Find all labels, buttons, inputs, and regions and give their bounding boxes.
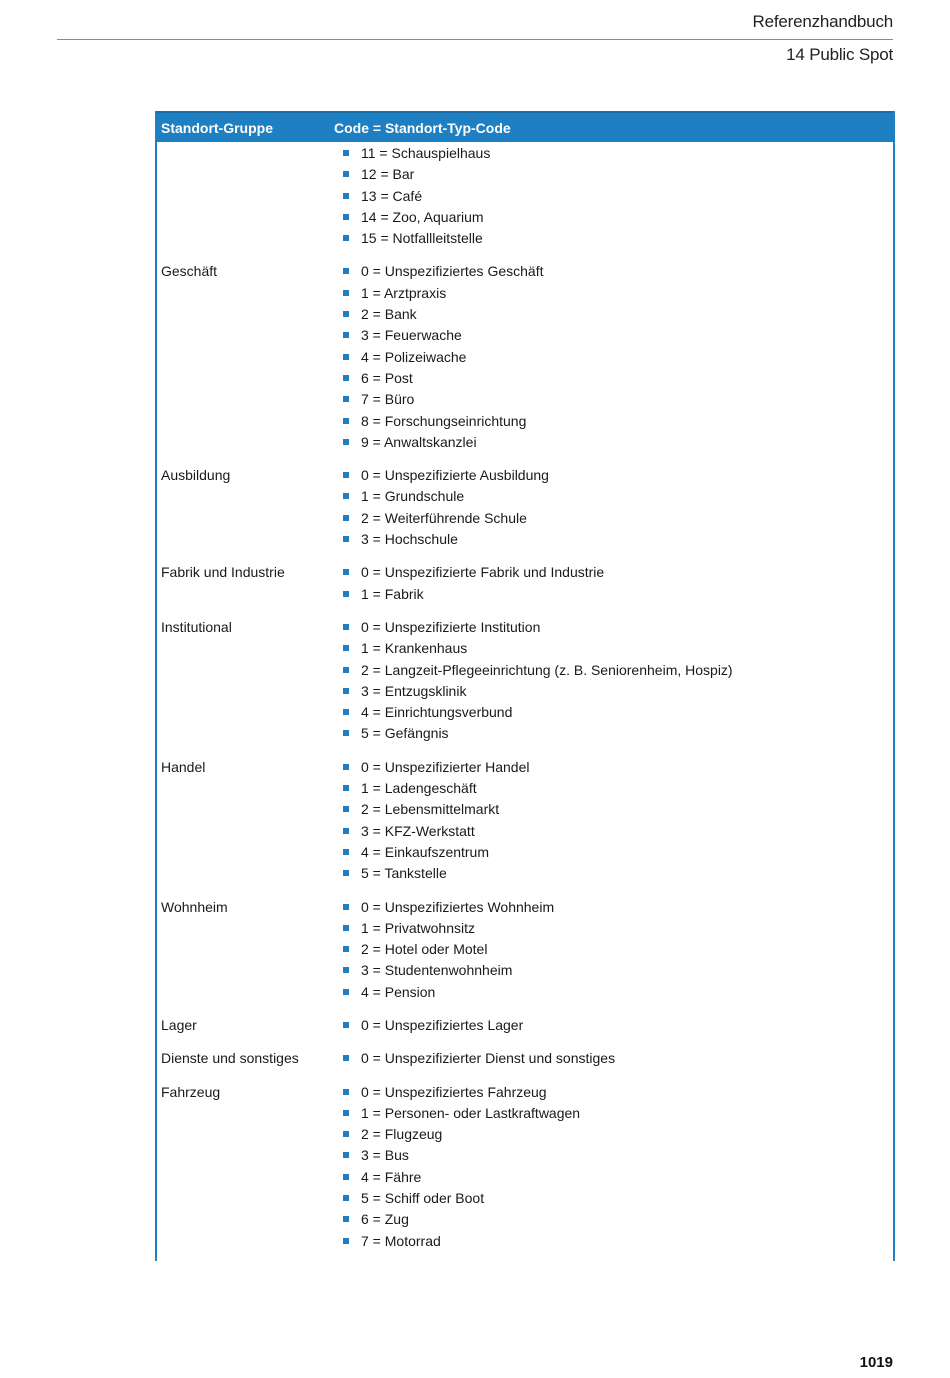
code-list-item-text: 6 = Zug [361, 1211, 409, 1228]
code-list-item-text: 9 = Anwaltskanzlei [361, 433, 477, 450]
table-row [161, 1015, 889, 1036]
code-list [338, 1048, 889, 1069]
code-list-item-text: 11 = Schauspielhaus [361, 145, 491, 161]
square-bullet-icon [343, 645, 349, 651]
code-list-item [338, 982, 889, 1003]
square-bullet-icon [343, 171, 349, 177]
code-list-item [338, 1082, 889, 1103]
code-list-item [338, 432, 889, 453]
code-list-item [338, 1188, 889, 1209]
code-list-item-text: 13 = Café [361, 187, 423, 204]
column-header-group: Standort-Gruppe [161, 119, 273, 136]
code-list-item-text: 1 = Privatwohnsitz [361, 919, 475, 936]
code-list-item [338, 389, 889, 410]
code-list-item [338, 617, 889, 638]
square-bullet-icon [343, 439, 349, 445]
square-bullet-icon [343, 1055, 349, 1061]
code-list-item [338, 939, 889, 960]
code-list-item-text: 4 = Fähre [361, 1168, 422, 1185]
code-list-item [338, 143, 889, 164]
square-bullet-icon [343, 214, 349, 220]
table-row [161, 1082, 889, 1252]
code-list-item [338, 960, 889, 981]
square-bullet-icon [343, 946, 349, 952]
square-bullet-icon [343, 515, 349, 521]
square-bullet-icon [343, 569, 349, 575]
code-list [338, 757, 889, 885]
code-list-item-text: 4 = Einrichtungsverbund [361, 704, 513, 721]
square-bullet-icon [343, 989, 349, 995]
location-group-label: Lager [161, 1016, 197, 1033]
code-list-item-text: 0 = Unspezifizierte Fabrik und Industrie [361, 564, 605, 581]
table-row [161, 143, 889, 249]
code-list-item-text: 12 = Bar [361, 166, 415, 183]
square-bullet-icon [343, 150, 349, 156]
square-bullet-icon [343, 311, 349, 317]
code-list-item [338, 702, 889, 723]
chapter-title: 14 Public Spot [786, 45, 893, 64]
code-list-item-text: 5 = Tankstelle [361, 865, 447, 882]
code-list-item [338, 228, 889, 249]
square-bullet-icon [343, 785, 349, 791]
code-list-item [338, 261, 889, 282]
code-list-item-text: 2 = Bank [361, 306, 417, 323]
code-list-item-text: 7 = Büro [361, 391, 415, 408]
document-title: Referenzhandbuch [752, 12, 893, 31]
code-list-item [338, 799, 889, 820]
code-list-item-text: 2 = Hotel oder Motel [361, 941, 488, 958]
code-list-item-text: 0 = Unspezifizierter Handel [361, 758, 530, 775]
code-list-item-text: 0 = Unspezifiziertes Fahrzeug [361, 1083, 547, 1100]
square-bullet-icon [343, 624, 349, 630]
code-list-item [338, 486, 889, 507]
location-group-label: Wohnheim [161, 898, 228, 915]
location-group-label: Geschäft [161, 263, 218, 280]
code-list-item [338, 465, 889, 486]
table-row [161, 757, 889, 885]
code-list-item [338, 164, 889, 185]
code-list-item [338, 1015, 889, 1036]
code-list-item-text: 1 = Arztpraxis [361, 284, 447, 301]
header-divider [57, 39, 893, 40]
code-list-item-text: 3 = Hochschule [361, 531, 458, 548]
code-list-item [338, 584, 889, 605]
code-list-item [338, 1167, 889, 1188]
code-list-item [338, 638, 889, 659]
square-bullet-icon [343, 493, 349, 499]
code-list-item-text: 4 = Pension [361, 983, 436, 1000]
code-list-item [338, 897, 889, 918]
code-list-item-text: 0 = Unspezifizierte Ausbildung [361, 467, 549, 484]
code-list-item-text: 3 = Studentenwohnheim [361, 962, 513, 979]
code-list-item-text: 1 = Grundschule [361, 488, 465, 505]
square-bullet-icon [343, 1089, 349, 1095]
square-bullet-icon [343, 1174, 349, 1180]
square-bullet-icon [343, 290, 349, 296]
square-bullet-icon [343, 1152, 349, 1158]
code-list [338, 562, 889, 605]
square-bullet-icon [343, 1238, 349, 1244]
code-list-item [338, 821, 889, 842]
code-list-item-text: 3 = Feuerwache [361, 327, 462, 344]
code-list-item-text: 7 = Motorrad [361, 1232, 441, 1249]
square-bullet-icon [343, 730, 349, 736]
square-bullet-icon [343, 193, 349, 199]
code-list [338, 1015, 889, 1036]
code-list-item [338, 508, 889, 529]
code-list-item-text: 1 = Krankenhaus [361, 640, 468, 657]
code-list-item [338, 1048, 889, 1069]
code-list-item [338, 347, 889, 368]
code-list-item-text: 1 = Personen- oder Lastkraftwagen [361, 1104, 581, 1121]
code-list-item-text: 3 = KFZ-Werkstatt [361, 822, 475, 839]
code-list-item-text: 3 = Bus [361, 1147, 409, 1164]
table-header-row [157, 111, 893, 142]
table-row [161, 465, 889, 550]
table-row [161, 562, 889, 605]
square-bullet-icon [343, 828, 349, 834]
code-list-item [338, 304, 889, 325]
code-list [338, 617, 889, 745]
column-header-code: Code = Standort-Typ-Code [334, 119, 511, 136]
location-group-label: Dienste und sonstiges [161, 1050, 299, 1067]
code-list-item [338, 1124, 889, 1145]
code-list-item [338, 863, 889, 884]
code-list-item-text: 0 = Unspezifiziertes Wohnheim [361, 898, 555, 915]
code-list-item-text: 2 = Langzeit-Pflegeeinrichtung (z. B. Seniorenheim, Hospiz) [361, 661, 733, 678]
code-list [338, 465, 889, 550]
square-bullet-icon [343, 418, 349, 424]
table-row [161, 617, 889, 745]
code-list-item-text: 0 = Unspezifizierter Dienst und sonstiges [361, 1050, 616, 1067]
square-bullet-icon [343, 1110, 349, 1116]
code-list-item-text: 2 = Flugzeug [361, 1126, 443, 1143]
square-bullet-icon [343, 332, 349, 338]
square-bullet-icon [343, 375, 349, 381]
square-bullet-icon [343, 709, 349, 715]
square-bullet-icon [343, 235, 349, 241]
square-bullet-icon [343, 764, 349, 770]
code-list-item [338, 681, 889, 702]
code-list-item [338, 723, 889, 744]
square-bullet-icon [343, 1195, 349, 1201]
square-bullet-icon [343, 268, 349, 274]
code-list-item-text: 0 = Unspezifizierte Institution [361, 618, 541, 635]
code-list-item-text: 2 = Weiterführende Schule [361, 509, 527, 526]
code-list-item [338, 283, 889, 304]
square-bullet-icon [343, 849, 349, 855]
square-bullet-icon [343, 591, 349, 597]
square-bullet-icon [343, 1022, 349, 1028]
square-bullet-icon [343, 1216, 349, 1222]
square-bullet-icon [343, 925, 349, 931]
square-bullet-icon [343, 536, 349, 542]
code-list-item-text: 2 = Lebensmittelmarkt [361, 801, 500, 818]
code-list [338, 1082, 889, 1252]
code-list-item [338, 1231, 889, 1252]
code-list-item-text: 1 = Fabrik [361, 585, 424, 602]
code-list-item-text: 4 = Einkaufszentrum [361, 843, 490, 860]
square-bullet-icon [343, 967, 349, 973]
page-number: 1019 [859, 1354, 893, 1371]
code-list-item [338, 562, 889, 583]
table-row [161, 261, 889, 453]
code-list-item [338, 1209, 889, 1230]
code-list-item [338, 207, 889, 228]
code-list-item-text: 0 = Unspezifiziertes Lager [361, 1016, 524, 1033]
code-list-item-text: 4 = Polizeiwache [361, 348, 467, 365]
code-list-item [338, 325, 889, 346]
code-list-item-text: 14 = Zoo, Aquarium [361, 208, 484, 225]
code-list-item-text: 1 = Ladengeschäft [361, 780, 477, 797]
table-row [161, 1048, 889, 1069]
location-group-label: Institutional [161, 618, 232, 635]
code-list-item [338, 918, 889, 939]
code-list-item-text: 5 = Schiff oder Boot [361, 1190, 485, 1207]
square-bullet-icon [343, 806, 349, 812]
square-bullet-icon [343, 396, 349, 402]
code-list-item [338, 1145, 889, 1166]
code-list-item [338, 842, 889, 863]
code-list [338, 261, 889, 453]
code-list-item [338, 529, 889, 550]
square-bullet-icon [343, 667, 349, 673]
square-bullet-icon [343, 904, 349, 910]
code-list-item [338, 757, 889, 778]
square-bullet-icon [343, 472, 349, 478]
code-list-item [338, 778, 889, 799]
square-bullet-icon [343, 1131, 349, 1137]
code-list-item-text: 3 = Entzugsklinik [361, 682, 467, 699]
table-row [161, 897, 889, 1003]
code-list-item-text: 15 = Notfallleitstelle [361, 230, 483, 247]
code-list-item [338, 660, 889, 681]
location-group-label: Fabrik und Industrie [161, 564, 285, 581]
square-bullet-icon [343, 354, 349, 360]
location-group-label [161, 143, 338, 249]
square-bullet-icon [343, 870, 349, 876]
code-list-item-text: 5 = Gefängnis [361, 725, 449, 742]
location-group-label: Fahrzeug [161, 1083, 221, 1100]
square-bullet-icon [343, 688, 349, 694]
code-list [338, 897, 889, 1003]
code-list-item [338, 411, 889, 432]
location-group-label: Ausbildung [161, 467, 231, 484]
table-body [161, 143, 889, 1264]
code-list-item [338, 1103, 889, 1124]
location-code-table [155, 111, 895, 1261]
code-list [338, 143, 889, 249]
code-list-item [338, 368, 889, 389]
location-group-label: Handel [161, 758, 206, 775]
code-list-item-text: 6 = Post [361, 369, 413, 386]
code-list-item-text: 8 = Forschungseinrichtung [361, 412, 527, 429]
code-list-item [338, 186, 889, 207]
code-list-item-text: 0 = Unspezifiziertes Geschäft [361, 263, 544, 280]
